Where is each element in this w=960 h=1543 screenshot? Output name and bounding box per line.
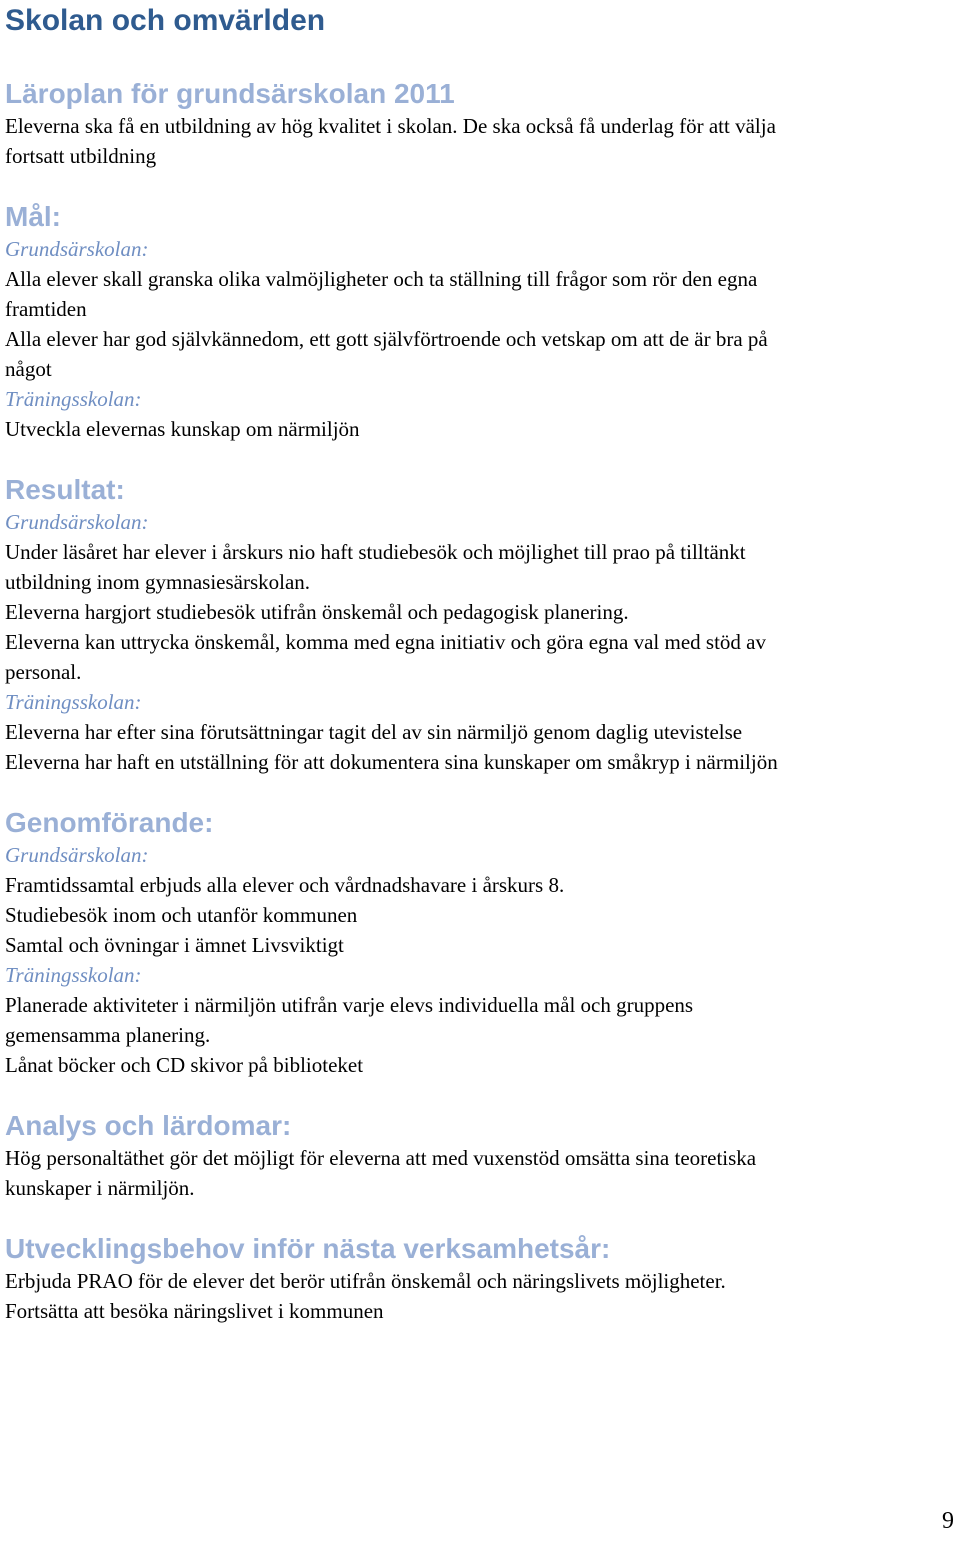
section-resultat (5, 473, 955, 777)
paragraph-line: Samtal och övningar i ämnet Livsviktigt (5, 933, 344, 957)
subheading-grundsarskolan: Grundsärskolan: (5, 510, 149, 534)
paragraph-line: Eleverna kan uttrycka önskemål, komma med egna initiativ och göra egna val med stöd av (5, 630, 767, 654)
paragraph-line: Framtidssamtal erbjuds alla elever och vårdnadshavare i årskurs 8. (5, 873, 565, 897)
paragraph-line: utbildning inom gymnasiesärskolan. (5, 570, 311, 594)
section-heading-analys: Analys och lärdomar: (5, 1110, 292, 1141)
paragraph-line: Studiebesök inom och utanför kommunen (5, 903, 358, 927)
section-genomforande (5, 806, 955, 1080)
paragraph-line: fortsatt utbildning (5, 144, 157, 168)
subheading-grundsarskolan: Grundsärskolan: (5, 237, 149, 261)
document-page (5, 0, 955, 1326)
paragraph-line: Eleverna hargjort studiebesök utifrån önskemål och pedagogisk planering. (5, 600, 629, 624)
paragraph-line: framtiden (5, 297, 87, 321)
section-heading-utvecklingsbehov: Utvecklingsbehov inför nästa verksamhetsår: (5, 1233, 611, 1264)
section-laroplan (5, 77, 955, 171)
subheading-traningsskolan: Träningsskolan: (5, 963, 142, 987)
section-utvecklingsbehov (5, 1232, 955, 1326)
paragraph-line: Lånat böcker och CD skivor på biblioteket (5, 1053, 364, 1077)
section-heading-genomforande: Genomförande: (5, 807, 214, 838)
paragraph-line: Eleverna har efter sina förutsättningar tagit del av sin närmiljö genom daglig utevistelse (5, 720, 743, 744)
paragraph-line: Utveckla elevernas kunskap om närmiljön (5, 417, 360, 441)
paragraph-line: Alla elever har god självkännedom, ett gott självförtroende och vetskap om att de är bra på (5, 327, 768, 351)
paragraph-line: Under läsåret har elever i årskurs nio haft studiebesök och möjlighet till prao på tilltänkt (5, 540, 746, 564)
section-heading-mal: Mål: (5, 201, 61, 232)
paragraph-line: kunskaper i närmiljön. (5, 1176, 195, 1200)
subheading-traningsskolan: Träningsskolan: (5, 690, 142, 714)
paragraph-line: personal. (5, 660, 82, 684)
section-heading-resultat: Resultat: (5, 474, 125, 505)
page-title: Skolan och omvärlden (5, 4, 326, 37)
paragraph-line: Eleverna har haft en utställning för att dokumentera sina kunskaper om småkryp i närmiljön (5, 750, 778, 774)
paragraph-line: Eleverna ska få en utbildning av hög kvalitet i skolan. De ska också få underlag för att välja (5, 114, 776, 138)
paragraph-line: gemensamma planering. (5, 1023, 211, 1047)
section-mal (5, 200, 955, 444)
paragraph-line: Erbjuda PRAO för de elever det berör utifrån önskemål och näringslivets möjligheter. (5, 1269, 726, 1293)
subheading-traningsskolan: Träningsskolan: (5, 387, 142, 411)
paragraph-line: Fortsätta att besöka näringslivet i kommunen (5, 1299, 384, 1323)
paragraph-line: Planerade aktiviteter i närmiljön utifrån varje elevs individuella mål och gruppens (5, 993, 694, 1017)
paragraph-line: Alla elever skall granska olika valmöjligheter och ta ställning till frågor som rör den egna (5, 267, 758, 291)
paragraph-line: något (5, 357, 52, 381)
subheading-grundsarskolan: Grundsärskolan: (5, 843, 149, 867)
page-number: 9 (942, 1508, 954, 1534)
paragraph-line: Hög personaltäthet gör det möjligt för eleverna att med vuxenstöd omsätta sina teoretiska (5, 1146, 757, 1170)
section-analys (5, 1109, 955, 1203)
section-heading-laroplan: Läroplan för grundsärskolan 2011 (5, 78, 455, 109)
